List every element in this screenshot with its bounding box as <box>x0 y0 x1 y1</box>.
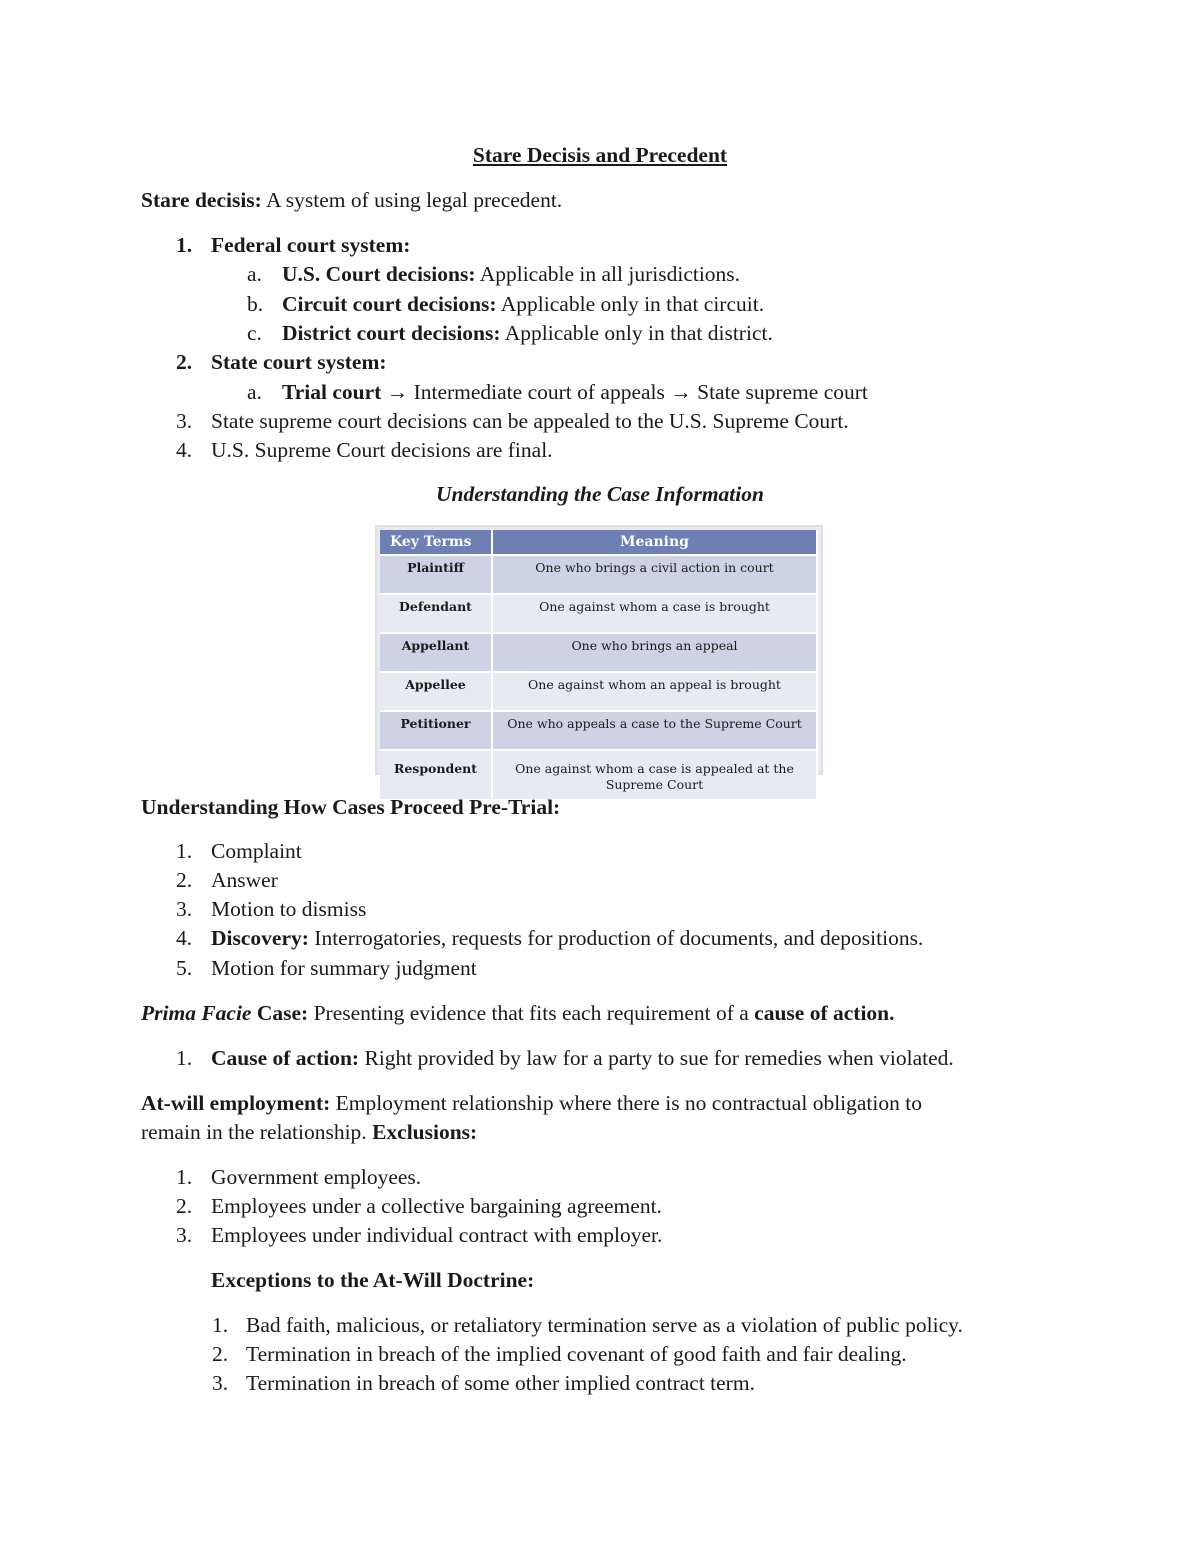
table-cell-term: Plaintiff <box>380 555 492 594</box>
table-cell-meaning: One against whom a case is brought <box>492 594 817 633</box>
at-will-term: At-will employment: <box>141 1091 331 1115</box>
list-letter: b. <box>247 292 264 316</box>
list-item: Government employees. <box>211 1165 422 1189</box>
list-item-term: Cause of action: <box>211 1046 360 1070</box>
list-letter: c. <box>247 321 262 345</box>
page-title: Stare Decisis and Precedent <box>472 143 728 167</box>
list-number: 2. <box>176 868 193 892</box>
list-item: Termination in breach of some other implied contract term. <box>246 1371 755 1395</box>
list-item <box>282 262 740 287</box>
at-will-text: Employment relationship where there is no contractual obligation to <box>330 1091 922 1115</box>
list-letter: a. <box>247 262 262 286</box>
list-item <box>211 926 923 951</box>
prima-facie-bold-end: cause of action. <box>754 1001 895 1025</box>
list-item-text: Right provided by law for a party to sue for remedies when violated. <box>359 1046 954 1070</box>
stare-decisis-definition <box>141 188 562 213</box>
table-cell-term: Defendant <box>380 594 492 633</box>
table-row <box>380 555 817 594</box>
list-item <box>282 292 764 317</box>
stare-decisis-text: A system of using legal precedent. <box>261 188 563 212</box>
list-item-term: District court decisions: <box>282 321 501 345</box>
list-number: 3. <box>176 409 193 433</box>
list-item: Motion for summary judgment <box>211 956 477 980</box>
table-cell-term: Appellant <box>380 633 492 672</box>
state-court-heading: State court system: <box>211 350 387 374</box>
table-cell-meaning: One against whom an appeal is brought <box>492 672 817 711</box>
list-number: 2. <box>212 1342 229 1366</box>
prima-facie-case-label: Case: <box>251 1001 309 1025</box>
key-terms-table-image <box>375 525 823 792</box>
cause-of-action-item <box>211 1046 954 1071</box>
table-cell-term: Petitioner <box>380 711 492 750</box>
list-number: 4. <box>176 926 193 950</box>
list-item: U.S. Supreme Court decisions are final. <box>211 438 553 462</box>
table-row <box>380 750 817 799</box>
list-item: State supreme court decisions can be appealed to the U.S. Supreme Court. <box>211 409 849 433</box>
prima-facie-term: Prima Facie <box>141 1001 252 1025</box>
table-header-cell: Key Terms <box>380 530 492 555</box>
table-cell-term: Appellee <box>380 672 492 711</box>
list-number: 5. <box>176 956 193 980</box>
list-item: Motion to dismiss <box>211 897 367 921</box>
at-will-definition-line1 <box>141 1091 922 1116</box>
table-cell-meaning: One who brings an appeal <box>492 633 817 672</box>
pretrial-heading: Understanding How Cases Proceed Pre-Trial: <box>141 795 561 819</box>
exceptions-heading: Exceptions to the At-Will Doctrine: <box>211 1268 535 1292</box>
stare-decisis-term: Stare decisis: <box>141 188 262 212</box>
list-item-text: Interrogatories, requests for production of documents, and depositions. <box>308 926 924 950</box>
list-number: 2. <box>176 350 193 374</box>
list-item-text: Applicable only in that district. <box>500 321 773 345</box>
list-number: 2. <box>176 1194 193 1218</box>
list-item: Answer <box>211 868 278 892</box>
table-cell-meaning: One who brings a civil action in court <box>492 555 817 594</box>
list-number: 3. <box>176 1223 193 1247</box>
table-row <box>380 594 817 633</box>
list-item-text: Applicable only in that circuit. <box>496 292 765 316</box>
table-cell-term: Respondent <box>380 750 492 799</box>
exclusions-label: Exclusions: <box>372 1120 478 1144</box>
table-header-cell: Meaning <box>492 530 817 555</box>
list-number: 1. <box>176 839 193 863</box>
table-row <box>380 711 817 750</box>
list-item-term: U.S. Court decisions: <box>282 262 476 286</box>
list-item-text: → Intermediate court of appeals → State supreme court <box>381 380 868 404</box>
table-row <box>380 672 817 711</box>
list-number: 1. <box>176 1165 193 1189</box>
table-cell-meaning: One who appeals a case to the Supreme Court <box>492 711 817 750</box>
list-number: 3. <box>212 1371 229 1395</box>
list-item-term: Trial court <box>282 380 382 404</box>
list-number: 4. <box>176 438 193 462</box>
list-item: Termination in breach of the implied covenant of good faith and fair dealing. <box>246 1342 907 1366</box>
table-row <box>380 633 817 672</box>
list-item: Bad faith, malicious, or retaliatory termination serve as a violation of public policy. <box>246 1313 963 1337</box>
list-item-term: Discovery: <box>211 926 309 950</box>
table-cell-meaning: One against whom a case is appealed at the Supreme Court <box>492 750 817 799</box>
list-number: 3. <box>176 897 193 921</box>
list-item <box>282 380 868 405</box>
list-item-term: Circuit court decisions: <box>282 292 497 316</box>
at-will-text: remain in the relationship. <box>141 1120 373 1144</box>
list-item: Complaint <box>211 839 302 863</box>
list-number: 1. <box>212 1313 229 1337</box>
list-item: Employees under individual contract with employer. <box>211 1223 663 1247</box>
federal-court-heading: Federal court system: <box>211 233 411 257</box>
list-item-text: Applicable in all jurisdictions. <box>475 262 741 286</box>
prima-facie-definition <box>141 1001 895 1026</box>
prima-facie-text: Presenting evidence that fits each requirement of a <box>308 1001 755 1025</box>
case-info-heading: Understanding the Case Information <box>436 482 764 506</box>
list-letter: a. <box>247 380 262 404</box>
list-item: Employees under a collective bargaining agreement. <box>211 1194 662 1218</box>
at-will-definition-line2 <box>141 1120 477 1145</box>
list-number: 1. <box>176 1046 193 1070</box>
list-number: 1. <box>176 233 193 257</box>
table-header-row <box>380 530 817 555</box>
list-item <box>282 321 773 346</box>
key-terms-table <box>380 530 818 799</box>
